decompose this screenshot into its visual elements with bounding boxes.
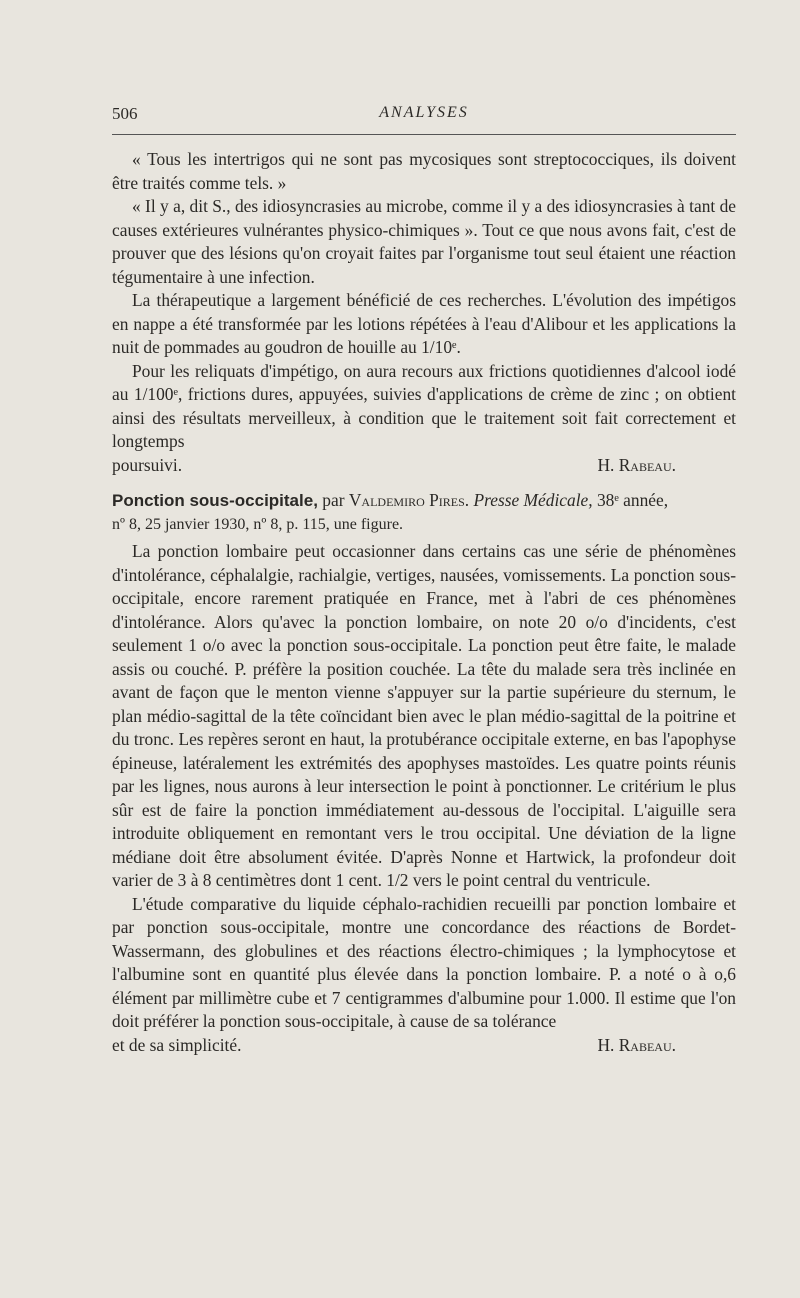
article-journal: Presse Médicale, xyxy=(473,490,593,510)
header-rule xyxy=(112,134,736,135)
signature-line-text: poursuivi. xyxy=(112,454,183,475)
page-body xyxy=(112,148,736,1057)
paragraph: « Tous les intertrigos qui ne sont pas mycosiques sont streptococciques, ils doivent être traités comme tels. » xyxy=(112,149,736,193)
article-by: par xyxy=(322,490,345,510)
signature-author: H. Rabeau. xyxy=(597,454,676,475)
article-author: Valdemiro Pires. xyxy=(348,490,470,510)
running-head: ANALYSES xyxy=(379,104,469,121)
article-details: nº 8, 25 janvier 1930, nº 8, p. 115, une figure. xyxy=(112,515,404,533)
article-heading xyxy=(112,489,736,513)
article-year: 38ᵉ année, xyxy=(596,490,669,510)
page-number: 506 xyxy=(112,104,138,123)
page-header xyxy=(112,104,736,128)
article-title: Ponction sous-occipitale, xyxy=(112,491,318,510)
signature-line-text: et de sa simplicité. xyxy=(112,1034,242,1055)
paragraph: La thérapeutique a largement bénéficié de ces recherches. L'évolution des impétigos en nappe a été transformée par les lotions répétées à l'eau d'Alibour et les applications la nuit de pommades au goudron de houille au 1/10ᵉ. xyxy=(112,290,736,357)
paragraph: « Il y a, dit S., des idiosyncrasies au microbe, comme il y a des idiosyncrasies à tant de causes extérieures vulnérantes physico-chimiques ». Tout ce que nous avons fait, c'est de prouver que des lésions qu'on croyait faites par l'organisme tout seul étaient une réaction tégumentaire à une infection. xyxy=(112,196,736,287)
paragraph: L'étude comparative du liquide céphalo-rachidien recueilli par ponction lombaire et par ponction sous-occipitale, montre une concordance des réactions de Bordet-Wassermann, des globulines et des réactions électro-chimiques ; la lymphocytose et l'albumine sont en quantité plus élevée dans la ponction lombaire. P. a noté o à o,6 élément par millimètre cube et 7 centigrammes d'albumine pour 1.000. Il estime que l'on doit préférer la ponction sous-occipitale, à cause de sa tolérance xyxy=(112,893,736,1031)
paragraph: La ponction lombaire peut occasionner dans certains cas une série de phénomènes d'intolérance, céphalalgie, rachialgie, vertiges, nausées, vomissements. La ponction sous-occipitale, encore rarement pratiquée en France, met à l'abri de ces phénomènes d'intolérance. Alors qu'avec la ponction lombaire, on note 20 o/o d'incidents, c'est seulement 1 o/o avec la ponction sous-occipitale. La ponction peut être faite, le malade assis ou couché. P. préfère la position couchée. La tête du malade sera très inclinée en avant de façon que le menton vienne s'appuyer sur la partie supérieure du sternum, le plan médio-sagittal de la tête coïncidant bien avec le plan médio-sagittal de la poitrine et du tronc. Les repères seront en haut, la protubérance occipitale externe, en bas l'apophyse épineuse, latéralement les extrémités des apophyses mastoïdes. Les quatre points réunis par les lignes, nous aurons à leur intersection le point à ponctionner. Le critérium le plus sûr est de faire la ponction immédiatement au-dessous de l'occipital. L'aiguille sera introduite obliquement en remontant vers le trou occipital. Une déviation de la ligne médiane doit être absolument évitée. D'après Nonne et Hartwick, la profondeur doit varier de 3 à 8 centimètres dont 1 cent. 1/2 vers le point central du ventricule. xyxy=(112,541,736,890)
signature-line xyxy=(112,1034,736,1058)
paragraph: Pour les reliquats d'impétigo, on aura recours aux frictions quotidiennes d'alcool iodé au 1/100ᵉ, frictions dures, appuyées, suivies d'applications de crème de zinc ; on obtient ainsi des résultats merveilleux, à condition que le traitement soit fait correctement et longtemps xyxy=(112,360,736,451)
signature-author: H. Rabeau. xyxy=(597,1034,676,1055)
signature-line xyxy=(112,454,736,478)
